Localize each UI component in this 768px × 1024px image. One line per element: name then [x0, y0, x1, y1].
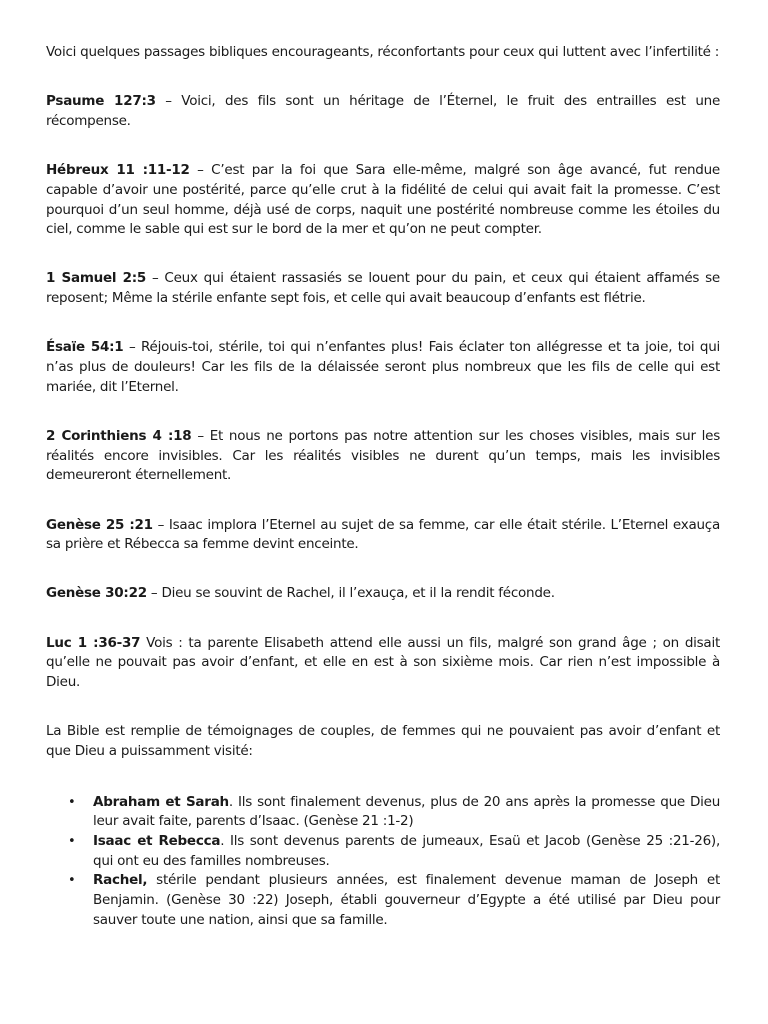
- verse-paragraph: [46, 634, 720, 693]
- bullet-icon: •: [68, 873, 76, 889]
- list-item: [46, 793, 720, 832]
- verse-reference: 2 Corinthiens 4 :18: [46, 427, 192, 444]
- verse-reference: Hébreux 11 :11-12: [46, 162, 190, 179]
- verse-reference: 1 Samuel 2:5: [46, 270, 147, 287]
- spacer: [46, 604, 720, 634]
- verse-text: – Réjouis-toi, stérile, toi qui n’enfantes plus! Fais éclater ton allégresse et ta joie, toi qui n’as plus de douleurs! Car les fils de la délaissée seront plus nombreux que les fils de celle qui est mariée, dit l’Eternel.: [46, 339, 721, 395]
- verse-reference: Luc 1 :36-37: [46, 634, 141, 651]
- list-item: [46, 832, 720, 871]
- verse-text: – C’est par la foi que Sara elle-même, malgré son âge avancé, fut rendue capable d’avoir une postérité, parce qu’elle crut à la fidélité de celui qui avait fait la promesse. C’est pourquoi d’un seul homme, déjà usé de corps, naquit une postérité nombreuse comme les étoiles du ciel, comme le sable qui est sur le bord de la mer et qu’on ne peut compter.: [46, 162, 720, 238]
- verse-paragraph: [46, 92, 720, 131]
- list-item-name: Abraham et Sarah: [93, 793, 229, 810]
- verse-paragraph: [46, 427, 720, 486]
- spacer: [46, 762, 720, 793]
- verse-reference: Ésaïe 54:1: [46, 339, 124, 356]
- spacer: [46, 63, 720, 93]
- spacer: [46, 555, 720, 585]
- outro-paragraph: La Bible est remplie de témoignages de couples, de femmes qui ne pouvaient pas avoir d’enfant et que Dieu a puissamment visité:: [46, 723, 720, 759]
- list-item: [46, 871, 720, 930]
- list-item-name: Isaac et Rebecca: [93, 833, 221, 850]
- verse-reference: Genèse 30:22: [46, 585, 147, 602]
- verse-text: Vois : ta parente Elisabeth attend elle aussi un fils, malgré son grand âge ; on disait qu’elle ne pouvait pas avoir d’enfant, et elle en est à son sixième mois. Car rien n’est impossible à Dieu.: [46, 634, 720, 691]
- list-item-text: stérile pendant plusieurs années, est finalement devenue maman de Joseph et Benjamin. (Genèse 30 :22) Joseph, établi gouverneur d’Egypte a été utilisé par Dieu pour sauver toute une nation, ainsi que sa famille.: [93, 872, 720, 928]
- verse-paragraph: [46, 161, 720, 240]
- couples-list: [46, 793, 720, 931]
- verse-paragraph: [46, 584, 720, 604]
- spacer: [46, 397, 720, 427]
- verse-paragraph: [46, 269, 720, 308]
- verse-reference: Genèse 25 :21: [46, 516, 153, 533]
- spacer: [46, 240, 720, 270]
- bullet-icon: •: [68, 794, 76, 810]
- verse-text: – Ceux qui étaient rassasiés se louent pour du pain, et ceux qui étaient affamés se reposent; Même la stérile enfante sept fois, et celle qui avait beaucoup d’enfants est flétrie.: [46, 270, 720, 307]
- verse-reference: Psaume 127:3: [46, 93, 156, 110]
- list-item-text: . Ils sont finalement devenus, plus de 20 ans après la promesse que Dieu leur avait faite, parents d’Isaac. (Genèse 21 :1-2): [93, 793, 721, 830]
- verse-text: – Voici, des fils sont un héritage de l’Éternel, le fruit des entrailles est une récompense.: [46, 93, 721, 129]
- document-body: [46, 43, 720, 931]
- intro-paragraph: Voici quelques passages bibliques encourageants, réconfortants pour ceux qui luttent avec l’infertilité :: [46, 44, 720, 60]
- verse-paragraph: [46, 338, 720, 397]
- verse-paragraph: [46, 516, 720, 555]
- verse-text: – Dieu se souvint de Rachel, il l’exauça, et il la rendit féconde.: [146, 585, 555, 602]
- spacer: [46, 309, 720, 339]
- spacer: [46, 693, 720, 723]
- spacer: [46, 486, 720, 516]
- spacer: [46, 132, 720, 162]
- list-item-text: . Ils sont devenus parents de jumeaux, Esaü et Jacob (Genèse 25 :21-26), qui ont eu des familles nombreuses.: [93, 833, 720, 869]
- verse-text: – Et nous ne portons pas notre attention sur les choses visibles, mais sur les réalités encore invisibles. Car les réalités visibles ne durent qu’un temps, mais les invisibles demeureront éternellement.: [46, 427, 720, 484]
- verse-text: – Isaac implora l’Eternel au sujet de sa femme, car elle était stérile. L’Eternel exauça sa prière et Rébecca sa femme devint enceinte.: [46, 516, 720, 553]
- bullet-icon: •: [68, 834, 76, 850]
- list-item-name: Rachel,: [93, 872, 148, 889]
